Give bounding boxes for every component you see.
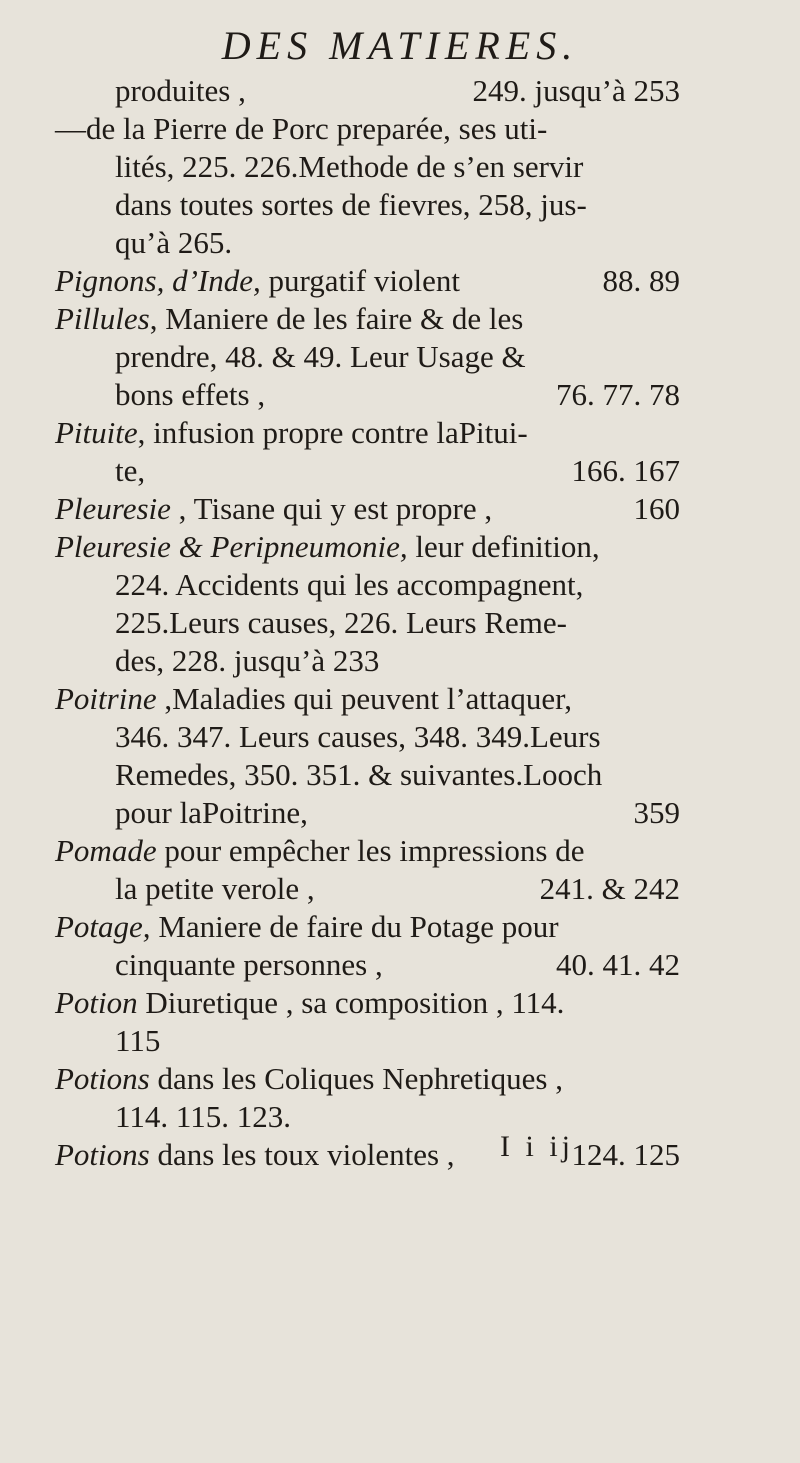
index-text: la petite verole ,	[115, 871, 315, 906]
index-text: , Tisane qui y est propre ,	[170, 491, 493, 526]
index-term: Potions	[55, 1061, 150, 1096]
index-text: Diuretique , sa composition , 114.	[137, 985, 565, 1020]
index-line	[55, 566, 680, 604]
index-line	[55, 186, 680, 224]
index-text: des, 228. jusqu’à 233	[115, 643, 380, 678]
index-line	[55, 262, 680, 300]
index-line	[55, 832, 680, 870]
index-text: cinquante personnes ,	[115, 947, 383, 982]
index-term: Poitrine	[55, 681, 157, 716]
index-term: Pituite	[55, 415, 138, 450]
index-line	[55, 1060, 680, 1098]
index-text: 114. 115. 123.	[115, 1099, 291, 1134]
index-line	[55, 72, 680, 110]
page-reference: 241. & 242	[539, 871, 680, 906]
index-line	[55, 604, 680, 642]
index-text: 225.Leurs causes, 226. Leurs Reme-	[115, 605, 567, 640]
index-text: 224. Accidents qui les accompagnent,	[115, 567, 584, 602]
index-line	[55, 1136, 680, 1174]
index-text: 115	[115, 1023, 161, 1058]
index-line	[55, 946, 680, 984]
index-text: dans les toux violentes ,	[149, 1137, 455, 1172]
index-line	[55, 224, 680, 262]
index-text: 346. 347. Leurs causes, 348. 349.Leurs	[115, 719, 601, 754]
signature-mark: I i ij	[500, 1130, 574, 1163]
index-line	[55, 1022, 680, 1060]
index-text: produites ,	[115, 73, 246, 108]
index-text: —de la Pierre de Porc preparée, ses uti-	[55, 111, 548, 146]
page-reference: 40. 41. 42	[556, 947, 680, 982]
index-text: purgatif violent	[260, 263, 460, 298]
index-line	[55, 338, 680, 376]
index-line	[55, 300, 680, 338]
index-text: dans toutes sortes de fievres, 258, jus-	[115, 187, 587, 222]
page-reference: 160	[633, 491, 680, 526]
index-line	[55, 490, 680, 528]
page-reference: 249. jusqu’à 253	[472, 73, 680, 108]
index-text: , infusion propre contre laPitui-	[137, 415, 528, 450]
index-text: bons effets ,	[115, 377, 266, 412]
index-line	[55, 870, 680, 908]
index-line	[55, 718, 680, 756]
index-line	[55, 794, 680, 832]
index-term: Pillules	[55, 301, 150, 336]
index-text: Remedes, 350. 351. & suivantes.Looch	[115, 757, 603, 792]
index-line	[55, 908, 680, 946]
index-term: Pleuresie & Peripneumonie,	[55, 529, 408, 564]
index-text: lités, 225. 226.Methode de s’en servir	[115, 149, 584, 184]
index-line	[55, 528, 680, 566]
page-reference: 124. 125	[571, 1137, 680, 1172]
index-text: , Maniere de les faire & de les	[149, 301, 524, 336]
index-text: pour empêcher les impressions de	[156, 833, 585, 868]
index-line	[55, 414, 680, 452]
index-line	[55, 110, 680, 148]
index-text: ,Maladies qui peuvent l’attaquer,	[156, 681, 573, 716]
index-line	[55, 1098, 680, 1136]
index-text: qu’à 265.	[115, 225, 233, 260]
index-term: Pleuresie	[55, 491, 171, 526]
page-reference: 166. 167	[571, 453, 680, 488]
index-entries	[55, 72, 680, 1174]
index-term: Pomade	[55, 833, 157, 868]
index-line	[55, 642, 680, 680]
index-line	[55, 756, 680, 794]
index-term: Potions	[55, 1137, 150, 1172]
index-line	[55, 148, 680, 186]
index-text: dans les Coliques Nephretiques ,	[149, 1061, 563, 1096]
index-term: Pignons, d’Inde,	[55, 263, 261, 298]
index-text: te,	[115, 453, 146, 488]
page-reference: 359	[633, 795, 680, 830]
index-text: prendre, 48. & 49. Leur Usage &	[115, 339, 526, 374]
index-text: pour laPoitrine,	[115, 795, 308, 830]
index-term: Potage,	[55, 909, 151, 944]
page-reference: 88. 89	[602, 263, 680, 298]
index-line	[55, 984, 680, 1022]
page-reference: 76. 77. 78	[556, 377, 680, 412]
running-header: DES MATIERES.	[221, 23, 579, 68]
index-line	[55, 376, 680, 414]
index-line	[55, 680, 680, 718]
index-text: leur definition,	[407, 529, 600, 564]
index-term: Potion	[55, 985, 138, 1020]
index-line	[55, 452, 680, 490]
index-text: Maniere de faire du Potage pour	[150, 909, 559, 944]
